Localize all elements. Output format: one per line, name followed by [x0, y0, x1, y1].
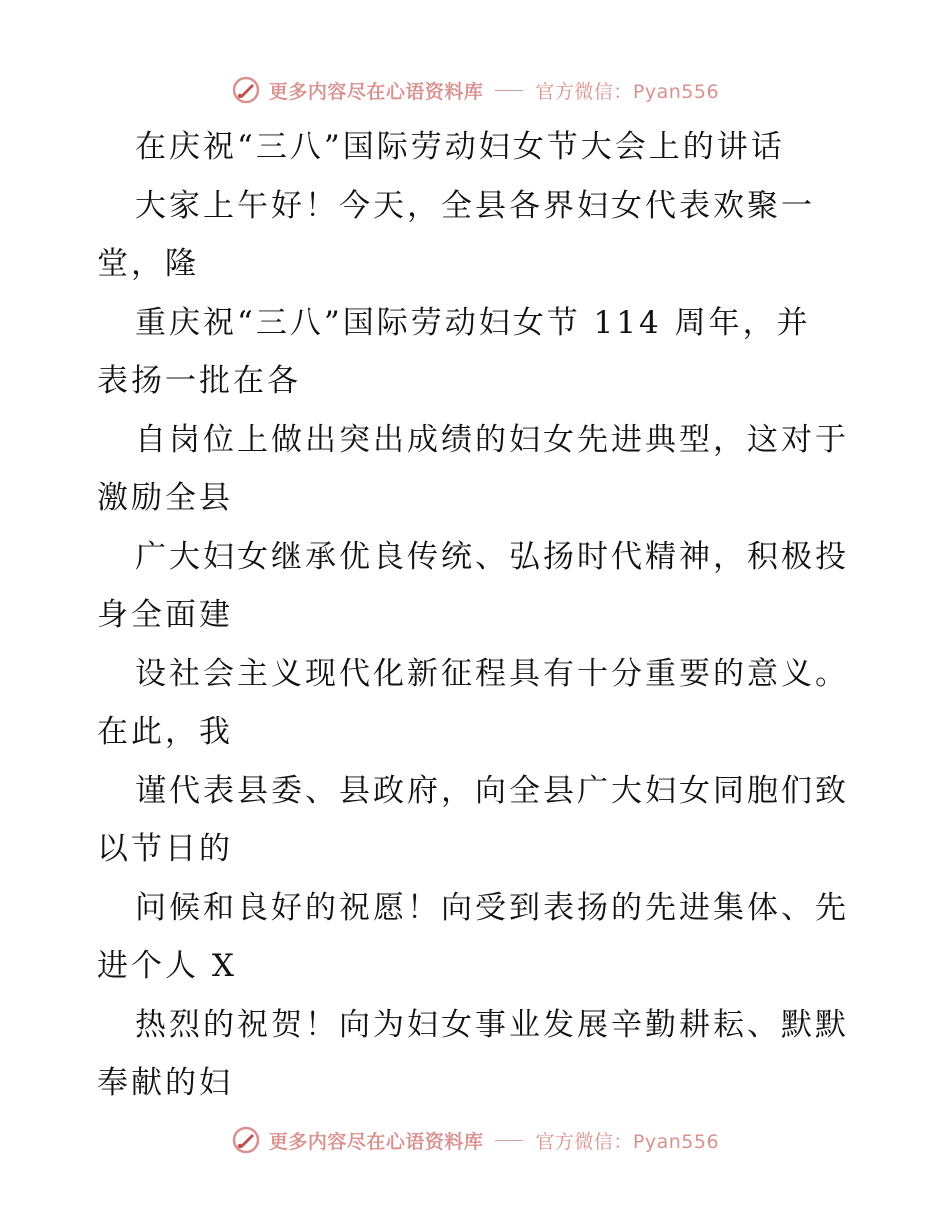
document-line: 广大妇女继承优良传统、弘扬时代精神，积极投 — [135, 538, 849, 575]
document-line: 重庆祝“三八”国际劳动妇女节 114 周年，并 — [135, 304, 811, 341]
watermark-divider — [495, 90, 523, 91]
quill-seal-icon — [231, 1125, 261, 1155]
document-line: 在此，我 — [97, 714, 233, 750]
document-line: 激励全县 — [97, 480, 233, 516]
document-line: 堂，隆 — [97, 246, 199, 282]
document-line: 设社会主义现代化新征程具有十分重要的意义。 — [135, 655, 849, 692]
document-line: 身全面建 — [97, 597, 233, 633]
document-body — [97, 118, 857, 1113]
watermark-site-text: 更多内容尽在心语资料库 — [268, 80, 484, 103]
document-line: 进个人 X — [97, 948, 237, 984]
watermark-wechat-text: 官方微信：Pyan556 — [535, 1130, 720, 1153]
watermark-wechat-text: 官方微信：Pyan556 — [535, 80, 720, 103]
document-line: 问候和良好的祝愿！向受到表扬的先进集体、先 — [135, 889, 849, 926]
document-line: 大家上午好！今天，全县各界妇女代表欢聚一 — [135, 187, 815, 224]
document-line: 在庆祝“三八”国际劳动妇女节大会上的讲话 — [135, 129, 785, 165]
quill-seal-icon — [231, 75, 261, 105]
document-line: 以节日的 — [97, 831, 233, 867]
watermark-divider — [495, 1140, 523, 1141]
footer-watermark — [0, 1120, 950, 1160]
document-line: 热烈的祝贺！向为妇女事业发展辛勤耕耘、默默 — [135, 1006, 849, 1043]
document-line: 自岗位上做出突出成绩的妇女先进典型，这对于 — [135, 421, 849, 458]
document-line: 表扬一批在各 — [97, 363, 301, 399]
watermark-site-text: 更多内容尽在心语资料库 — [268, 1130, 484, 1153]
header-watermark — [0, 70, 950, 110]
document-line: 奉献的妇 — [97, 1065, 233, 1101]
document-line: 谨代表县委、县政府，向全县广大妇女同胞们致 — [135, 772, 849, 809]
